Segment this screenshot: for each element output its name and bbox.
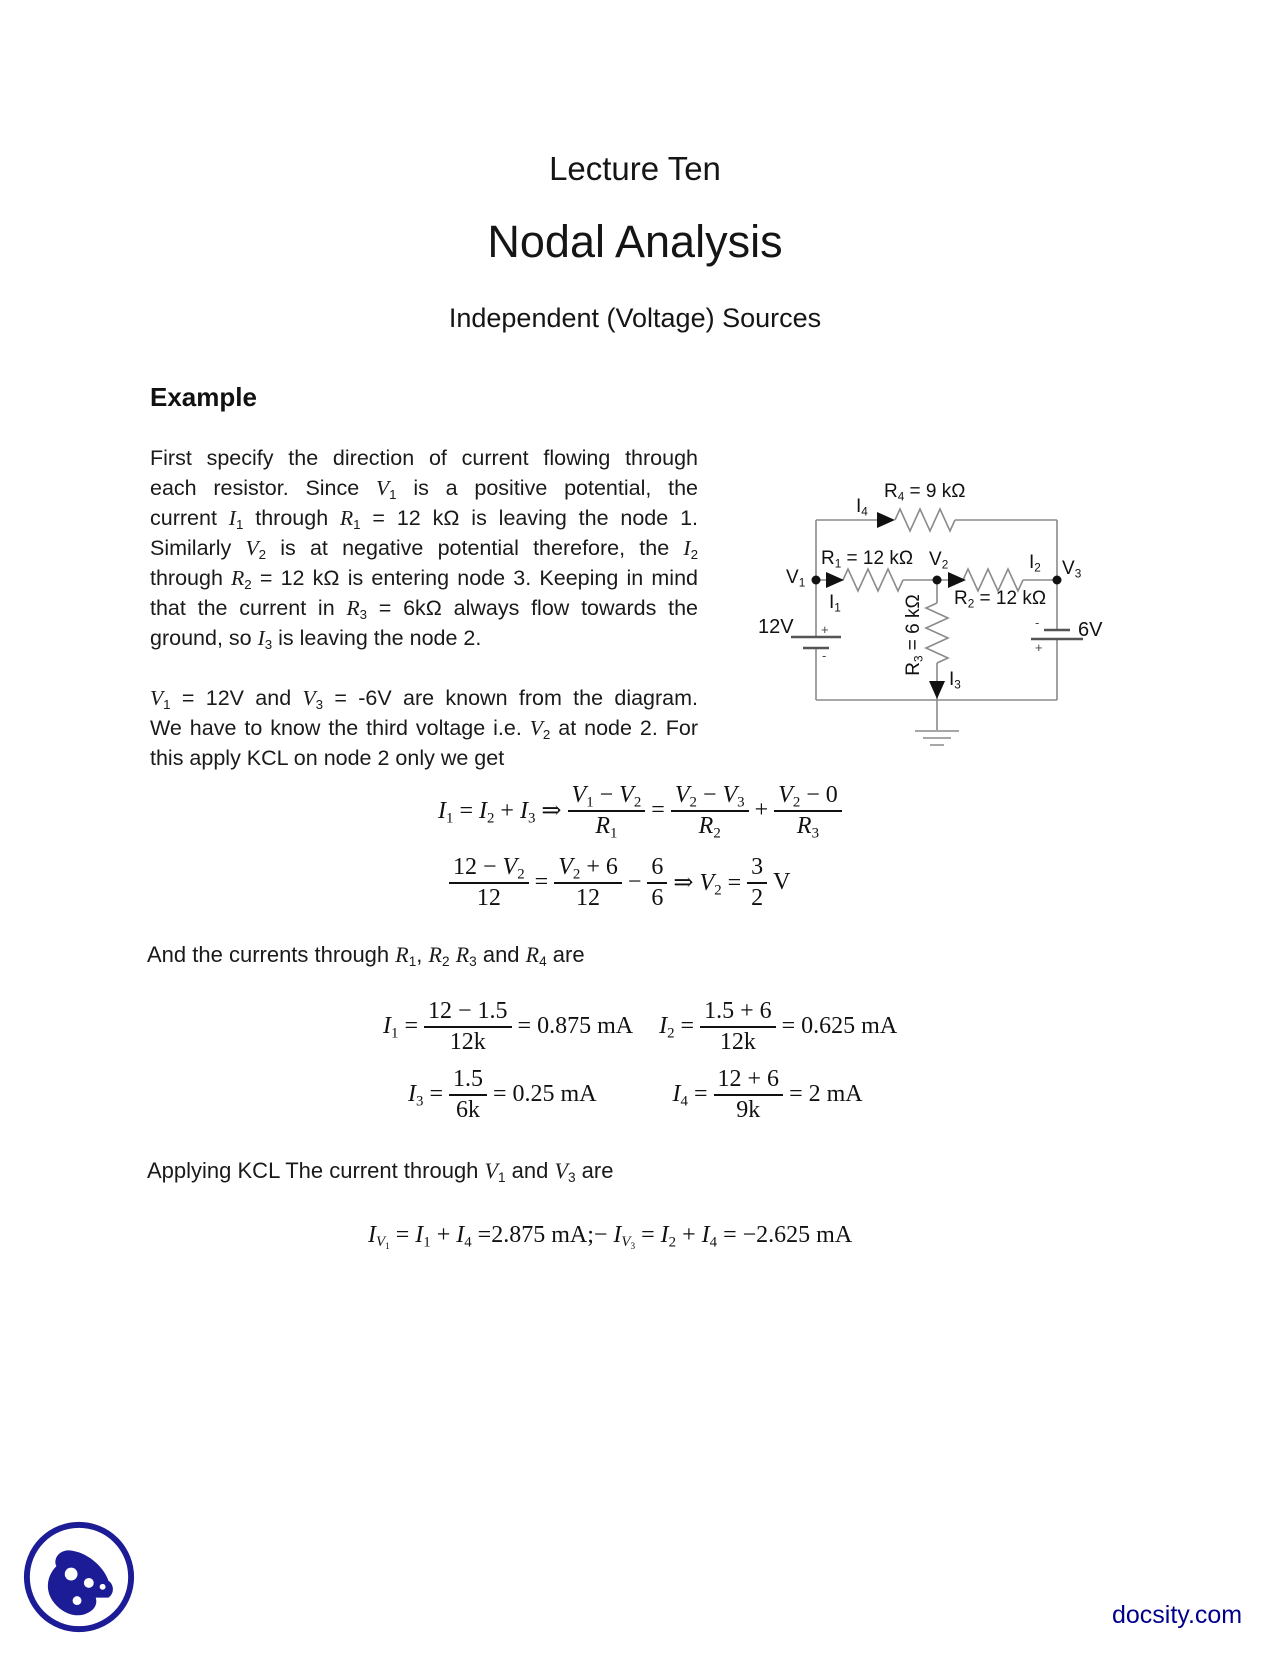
battery-6v-symbol bbox=[1031, 630, 1083, 639]
circuit-wires bbox=[816, 509, 1057, 745]
label-r3: $R_3 = 6$ kΩ bbox=[903, 594, 926, 676]
eq-term: $I_{V_1} = I_1 + I_4 =2.875$ mA;− $I_{V_3} = I_2 + I_4 = -2.625$ mA bbox=[368, 1222, 853, 1252]
denominator: $R_2$ bbox=[698, 812, 721, 842]
paragraph-current-directions bbox=[150, 443, 698, 653]
numerator: 6 bbox=[647, 854, 667, 884]
fraction bbox=[647, 854, 667, 912]
fraction bbox=[774, 782, 842, 840]
fraction bbox=[714, 1066, 784, 1124]
denominator: 9k bbox=[736, 1096, 761, 1123]
circuit-diagram bbox=[745, 478, 1117, 758]
battery-polarity-marks bbox=[821, 615, 1043, 663]
resistor-r4-symbol bbox=[895, 509, 955, 531]
logo-ocarina-shape bbox=[48, 1550, 113, 1615]
paragraph-line: current $I_1$ through $R_1 = 12$ kΩ is leaving the node 1. bbox=[150, 506, 699, 532]
eq-term: = 0.625 mA bbox=[781, 1013, 898, 1040]
denominator: $R_3$ bbox=[796, 812, 820, 842]
eq-term: $I_4$ = bbox=[672, 1081, 708, 1110]
arrow-i3-icon bbox=[929, 681, 945, 699]
lecture-heading: Lecture Ten bbox=[549, 150, 721, 187]
node-v2-dot bbox=[933, 576, 942, 585]
label-12v-source: 12V bbox=[758, 616, 794, 638]
plus-mark: + bbox=[821, 622, 829, 637]
label-i1: $I_1$ bbox=[829, 592, 841, 615]
kcl-intro-text: Applying KCL The current through $V_1$ and $V_3$ are bbox=[147, 1158, 614, 1186]
label-r4: $R_4 = 9$ kΩ bbox=[884, 481, 966, 504]
label-r2: $R_2 = 12$ kΩ bbox=[954, 588, 1047, 611]
numerator: 1.5 + 6 bbox=[700, 998, 776, 1028]
label-r1: $R_1 = 12$ kΩ bbox=[821, 548, 914, 571]
label-v1: $V_1$ bbox=[786, 567, 806, 590]
denominator: 12 bbox=[576, 884, 601, 911]
numerator: $12 - V_2$ bbox=[449, 854, 529, 884]
numerator: 12 − 1.5 bbox=[424, 998, 512, 1028]
page-subtitle: Independent (Voltage) Sources bbox=[448, 303, 822, 333]
resistor-r1-symbol bbox=[843, 569, 903, 591]
ground-symbol bbox=[915, 700, 959, 745]
equation-final-currents bbox=[368, 1222, 853, 1252]
numerator: 3 bbox=[747, 854, 767, 884]
label-i3: $I_3$ bbox=[949, 669, 961, 692]
eq-term: = 0.25 mA bbox=[492, 1081, 597, 1108]
denominator: 2 bbox=[751, 884, 764, 911]
label-6v-source: 6V bbox=[1078, 619, 1103, 641]
fraction bbox=[449, 1066, 487, 1124]
numerator: $V_2 + 6$ bbox=[554, 854, 622, 884]
docsity-brand-text: docsity.com bbox=[1112, 1601, 1243, 1629]
node-v1-dot bbox=[812, 576, 821, 585]
fraction bbox=[747, 854, 767, 912]
paragraph-line: We have to know the third voltage i.e. $V_2$ at node 2. For bbox=[150, 716, 698, 742]
denominator: 12k bbox=[719, 1028, 756, 1055]
eq-term: = bbox=[651, 797, 665, 824]
arrow-i1-icon bbox=[826, 572, 844, 588]
logo-hole bbox=[65, 1568, 78, 1581]
docsity-logo-icon bbox=[20, 1518, 138, 1636]
minus-mark: - bbox=[822, 648, 827, 663]
paragraph-line: First specify the direction of current flowing through bbox=[150, 446, 698, 470]
equation-currents-row2 bbox=[408, 1066, 863, 1124]
page-title: Nodal Analysis bbox=[487, 216, 783, 267]
paragraph-known-voltages bbox=[150, 683, 698, 773]
label-v3: $V_3$ bbox=[1062, 558, 1082, 581]
eq-term: − bbox=[627, 869, 642, 896]
logo-hole bbox=[100, 1584, 106, 1590]
paragraph-line: through $R_2 = 12$ kΩ is entering node 3. Keeping in mind bbox=[150, 566, 698, 592]
battery-12v-symbol bbox=[791, 637, 841, 648]
label-i4: $I_4$ bbox=[856, 496, 868, 519]
eq-term: = 0.875 mA bbox=[517, 1013, 634, 1040]
paragraph-line: each resistor. Since $V_1$ is a positive potential, the bbox=[150, 476, 698, 502]
equation-solve-v2 bbox=[443, 854, 791, 912]
fraction bbox=[424, 998, 512, 1056]
fraction bbox=[554, 854, 622, 912]
node-v3-dot bbox=[1053, 576, 1062, 585]
example-heading: Example bbox=[150, 382, 257, 412]
eq-term: ⇒ $V_2$ = bbox=[673, 870, 742, 899]
minus-mark: - bbox=[1035, 615, 1040, 630]
fraction bbox=[568, 782, 646, 840]
eq-term: + bbox=[754, 797, 769, 824]
label-v2: $V_2$ bbox=[929, 549, 949, 572]
eq-term: $I_3$ = bbox=[408, 1081, 443, 1110]
equation-kcl bbox=[438, 782, 848, 840]
numerator: $V_2 - V_3$ bbox=[671, 782, 749, 812]
denominator: 6k bbox=[455, 1096, 480, 1123]
eq-term: $I_1 = I_2 + I_3$ ⇒ bbox=[438, 798, 562, 827]
eq-term: = bbox=[534, 869, 549, 896]
denominator: $R_1$ bbox=[595, 812, 618, 842]
numerator: $V_2 - 0$ bbox=[774, 782, 842, 812]
numerator: 1.5 bbox=[449, 1066, 487, 1096]
numerator: $V_1 - V_2$ bbox=[568, 782, 646, 812]
numerator: 12 + 6 bbox=[714, 1066, 784, 1096]
resistor-r3-symbol bbox=[926, 603, 948, 663]
paragraph-line: that the current in $R_3 = 6k\Omega$ always flow towards the bbox=[150, 596, 699, 622]
fraction bbox=[700, 998, 776, 1056]
equation-currents-row1 bbox=[383, 998, 897, 1056]
arrow-i2-icon bbox=[948, 572, 966, 588]
denominator: 12k bbox=[449, 1028, 486, 1055]
paragraph-line: $V_1 = 12V$ and $V_3 = -6V$ are known from the diagram. bbox=[150, 686, 699, 712]
denominator: 6 bbox=[651, 884, 664, 911]
eq-term: = 2 mA bbox=[789, 1081, 863, 1108]
paragraph-line: this apply KCL on node 2 only we get bbox=[150, 746, 505, 770]
fraction bbox=[449, 854, 529, 912]
logo-hole bbox=[84, 1578, 94, 1588]
denominator: 12 bbox=[476, 884, 501, 911]
currents-intro-text: And the currents through $R_1$, $R_2$ $R_3$ and $R_4$ are bbox=[147, 942, 585, 970]
eq-term: $I_1$ = bbox=[383, 1013, 418, 1042]
fraction bbox=[671, 782, 749, 840]
paragraph-line: Similarly $V_2$ is at negative potential therefore, the $I_2$ bbox=[150, 536, 698, 562]
eq-term: V bbox=[773, 869, 791, 896]
label-i2: $I_2$ bbox=[1029, 552, 1041, 575]
paragraph-line: ground, so $I_3$ is leaving the node 2. bbox=[150, 626, 482, 652]
arrow-i4-icon bbox=[877, 512, 895, 528]
plus-mark: + bbox=[1035, 640, 1043, 655]
eq-term: $I_2$ = bbox=[659, 1013, 695, 1042]
logo-hole bbox=[73, 1596, 82, 1605]
